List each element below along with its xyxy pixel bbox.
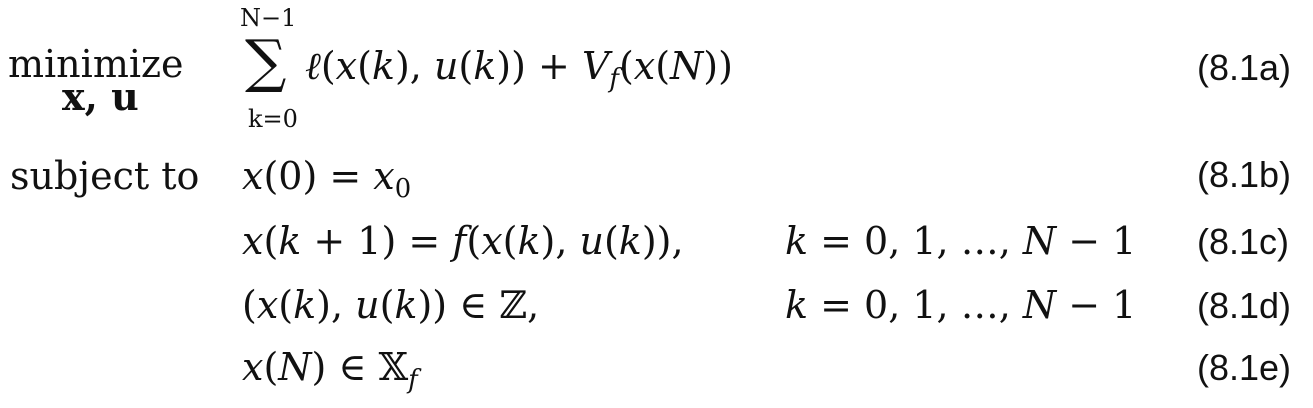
subject-to-label: subject to	[10, 154, 200, 198]
equation-label-8-1a: (8.1a)	[1197, 47, 1292, 88]
equation-label-8-1b: (8.1b)	[1197, 154, 1292, 195]
equation-label-8-1e: (8.1e)	[1197, 347, 1292, 388]
dynamics-expression: x(k + 1) = f(x(k), u(k)),	[242, 219, 684, 263]
dynamics-index-range: k = 0, 1, …, N − 1	[785, 219, 1137, 263]
equation-label-8-1d: (8.1d)	[1197, 285, 1292, 326]
terminal-constraint-expression: x(N) ∈ 𝕏$_f$	[242, 345, 418, 395]
initial-condition-expression: $x(0) = x_0$	[242, 154, 412, 204]
sum-lower-limit: k=0	[248, 105, 298, 133]
objective-expression: ℓ(x(k), $u(k)) + V_f(x(N))$	[305, 44, 733, 94]
state-input-constraint-expression: (x(k), u(k)) ∈ ℤ,	[242, 283, 540, 327]
sum-upper-limit: N−1	[240, 4, 297, 32]
equation-label-8-1c: (8.1c)	[1197, 221, 1290, 262]
decision-variables: x, u	[62, 74, 139, 119]
minimize-label: minimize	[8, 42, 184, 86]
constraint-index-range: k = 0, 1, …, N − 1	[785, 283, 1137, 327]
sum-symbol: ∑	[245, 27, 287, 95]
